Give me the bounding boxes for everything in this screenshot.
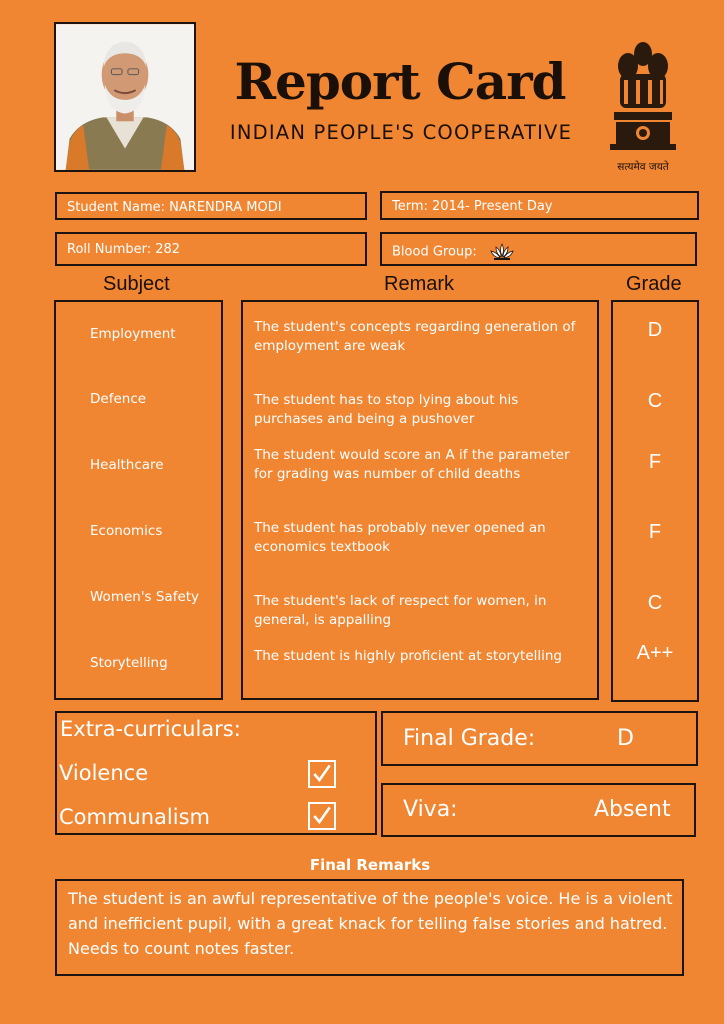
grade-cell: F: [648, 521, 662, 543]
subject-cell: Employment: [90, 326, 176, 342]
grade-cell: C: [647, 592, 663, 614]
grade-cell: A++: [636, 642, 674, 664]
subject-cell: Storytelling: [90, 655, 168, 671]
subject-cell: Economics: [90, 523, 163, 539]
final-grade-box: [381, 711, 698, 766]
grade-column-header: Grade: [626, 273, 682, 295]
final-remarks-title: Final Remarks: [309, 856, 431, 874]
subject-column: [54, 300, 223, 700]
final-remarks-text: The student is an awful representative of the people's voice. He is a violent and inefficient pupil, with a great knack for telling false stories and hatred. Needs to count notes faster.: [68, 889, 673, 958]
extra-curriculars-label: Extra-curriculars:: [60, 717, 241, 741]
checkbox-checked-icon: [308, 802, 336, 830]
grade-cell: F: [648, 451, 662, 473]
remark-cell: The student's concepts regarding generation of employment are weak: [254, 319, 576, 354]
grade-cell: C: [647, 390, 663, 412]
remark-cell: The student has probably never opened an economics textbook: [254, 520, 546, 555]
final-grade-value: D: [617, 726, 634, 751]
blood-group-label: Blood Group:: [392, 244, 477, 260]
organization-name: INDIAN PEOPLE'S COOPERATIVE: [229, 121, 573, 144]
remark-cell: The student has to stop lying about his purchases and being a pushover: [254, 392, 519, 427]
remark-column-header: Remark: [384, 273, 455, 295]
remark-column: [241, 300, 599, 700]
blood-group-field: [380, 232, 697, 266]
subject-cell: Women's Safety: [90, 589, 200, 605]
checkbox-checked-icon: [308, 760, 336, 788]
roll-number-field: Roll Number: 282: [55, 232, 367, 266]
student-photo: [54, 22, 196, 172]
term-field: Term: 2014- Present Day: [380, 191, 699, 220]
grade-cell: D: [647, 319, 663, 341]
viva-label: Viva:: [403, 797, 458, 822]
viva-box: [381, 783, 696, 837]
subject-column-header: Subject: [103, 273, 170, 295]
emblem-motto: सत्यमेव जयते: [617, 161, 669, 173]
extra-curriculars-box: [55, 711, 377, 835]
subject-cell: Healthcare: [90, 457, 164, 473]
national-emblem-icon: [606, 36, 680, 154]
student-name-field: Student Name: NARENDRA MODI: [55, 192, 367, 220]
lotus-icon: [489, 242, 515, 262]
viva-value: Absent: [594, 797, 671, 822]
extra-item: Communalism: [59, 805, 210, 829]
remark-cell: The student is highly proficient at storytelling: [254, 648, 563, 664]
remark-cell: The student would score an A if the parameter for grading was number of child deaths: [254, 447, 570, 482]
final-grade-label: Final Grade:: [403, 726, 536, 751]
remark-cell: The student's lack of respect for women, in general, is appalling: [254, 593, 547, 628]
subject-cell: Defence: [90, 391, 147, 407]
extra-item: Violence: [59, 761, 149, 785]
page-title: Report Card: [234, 52, 566, 111]
